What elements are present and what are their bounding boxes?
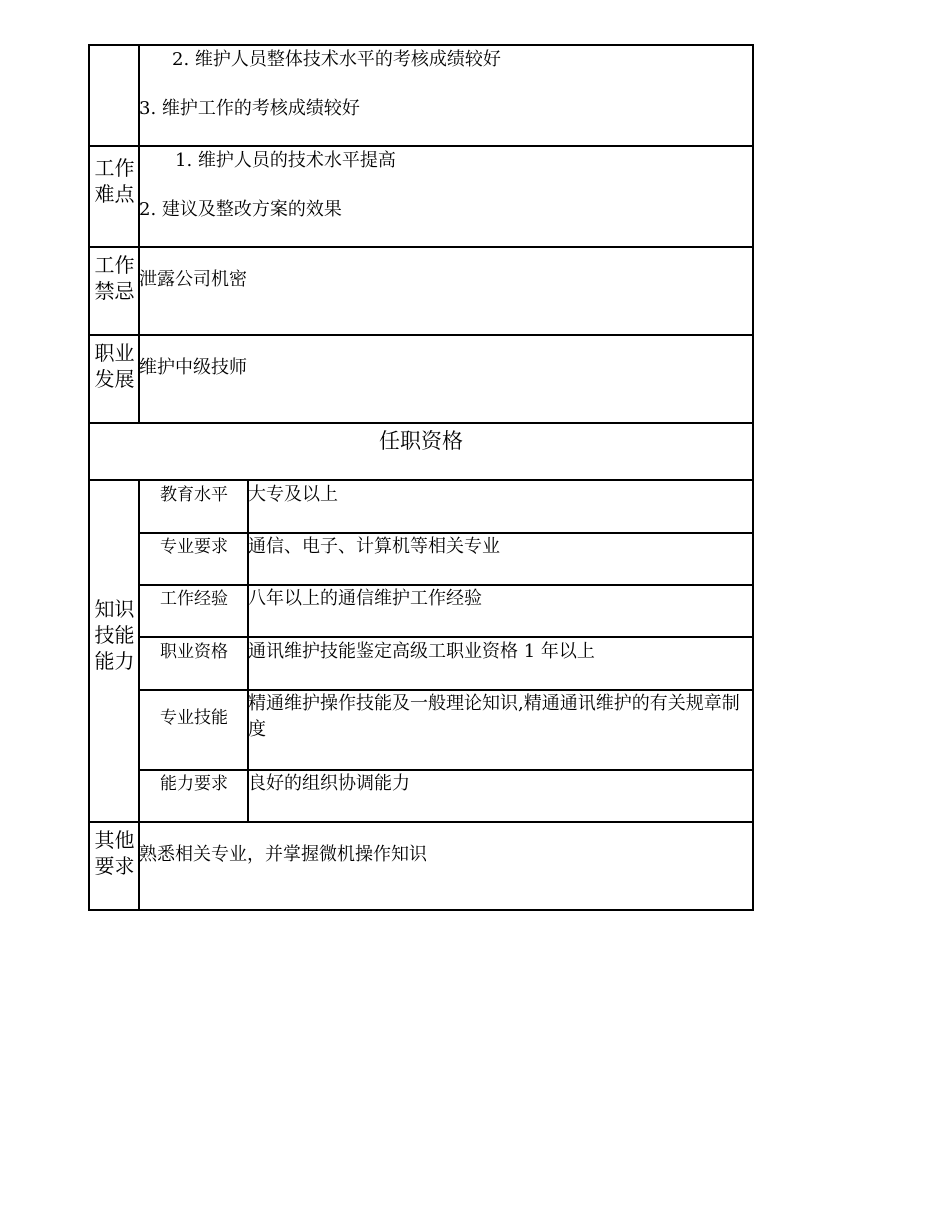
label-line-1: 其他 (94, 828, 135, 852)
difficulty-item-2: 2. 建议及整改方案的效果 (139, 199, 342, 220)
skills-label-line-1: 知识 (94, 597, 135, 621)
difficulty-row (88, 146, 754, 247)
taboo-value: 泄露公司机密 (139, 269, 247, 290)
label-line-2: 要求 (94, 854, 135, 878)
skills-value-major: 通信、电子、计算机等相关专业 (248, 536, 500, 557)
label-line-2: 发展 (94, 367, 135, 391)
taboo-row (88, 247, 754, 335)
responsibility-item-3: 3. 维护工作的考核成绩较好 (139, 98, 360, 119)
difficulty-label (90, 155, 139, 207)
label-line-2: 难点 (94, 182, 135, 206)
other-requirements-row (88, 822, 754, 910)
skills-key-experience: 工作经验 (160, 589, 228, 609)
skills-key-professional-skill: 专业技能 (160, 708, 228, 728)
skills-row-divider (138, 636, 754, 638)
skills-key-certification: 职业资格 (160, 642, 228, 662)
skills-value-certification: 通讯维护技能鉴定高级工职业资格 1 年以上 (248, 641, 595, 662)
skills-label-line-3: 能力 (94, 649, 135, 673)
other-value: 熟悉相关专业，并掌握微机操作知识 (139, 844, 427, 865)
skills-value-education: 大专及以上 (248, 484, 338, 505)
skills-value-professional-skill: 精通维护操作技能及一般理论知识,精通通讯维护的有关规章制度 (248, 693, 740, 740)
skills-value-experience: 八年以上的通信维护工作经验 (248, 588, 482, 609)
taboo-label (90, 252, 139, 304)
career-label (90, 340, 139, 392)
label-line-1: 工作 (94, 156, 135, 180)
responsibility-continued-row (88, 44, 754, 146)
label-line-1: 职业 (94, 341, 135, 365)
responsibility-item-2: 2. 维护人员整体技术水平的考核成绩较好 (172, 49, 501, 70)
skills-label (90, 596, 139, 674)
label-line-1: 工作 (94, 253, 135, 277)
qualification-title: 任职资格 (379, 429, 463, 453)
career-value: 维护中级技师 (139, 357, 247, 378)
skills-key-ability: 能力要求 (160, 774, 228, 794)
skills-label-line-2: 技能 (94, 623, 135, 647)
career-row (88, 335, 754, 423)
skills-key-education: 教育水平 (160, 485, 228, 505)
label-line-2: 禁忌 (94, 279, 135, 303)
other-label (90, 827, 139, 879)
skills-key-major: 专业要求 (160, 537, 228, 557)
skills-value-ability: 良好的组织协调能力 (248, 773, 410, 794)
qualification-title-row (88, 424, 754, 480)
difficulty-item-1: 1. 维护人员的技术水平提高 (175, 150, 396, 171)
skills-row-divider (138, 769, 754, 771)
